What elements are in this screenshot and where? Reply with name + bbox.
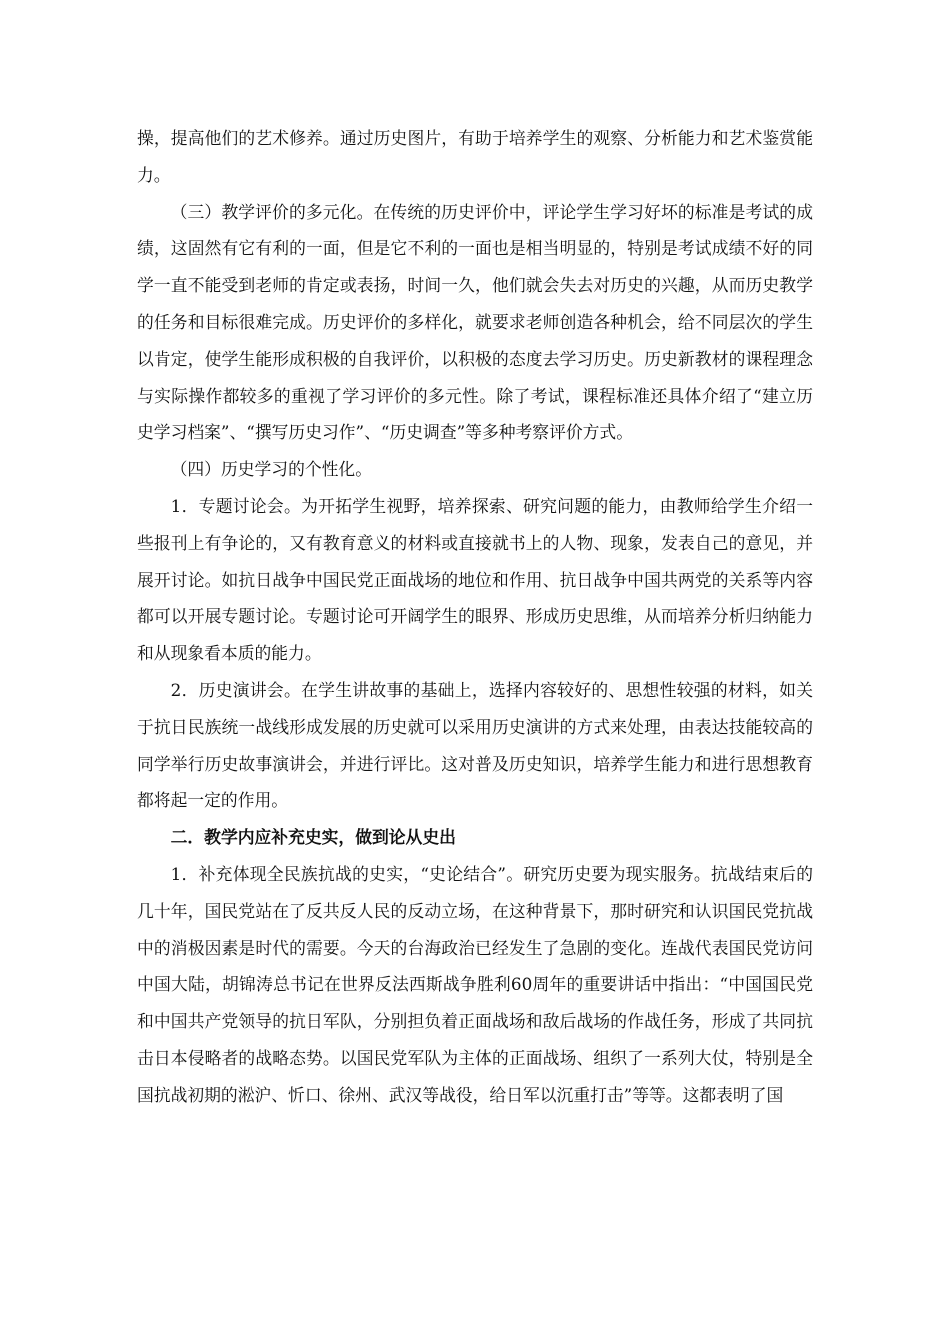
paragraph-history-speech: 2．历史演讲会。在学生讲故事的基础上，选择内容较好的、思想性较强的材料，如关于抗日民族统一战线形成发展的历史就可以采用历史演讲的方式来处理，由表达技能较高的同学举行历史故事演讲会，并进行评比。这对普及历史知识，培养学生能力和进行思想教育都将起一定的作用。 (137, 679, 813, 811)
paragraph-individualization-heading: （四）历史学习的个性化。 (170, 459, 372, 480)
paragraph-evaluation-diversification: （三）教学评价的多元化。在传统的历史评价中，评论学生学习好坏的标准是考试的成绩，这固然有它有利的一面，但是它不利的一面也是相当明显的，特别是考试成绩不好的同学一直不能受到老师的肯定或表扬，时间一久，他们就会失去对历史的兴趣，从而历史教学的任务和目标很难完成。历史评价的多样化，就要求老师创造各种机会，给不同层次的学生以肯定，使学生能形成积极的自我评价，以积极的态度去学习历史。历史新教材的课程理念与实际操作都较多的重视了学习评价的多元性。除了考试，课程标准还具体介绍了“建立历史学习档案”、“撰写历史习作”、“历史调查”等多种考察评价方式。 (137, 201, 813, 443)
document-body (137, 120, 813, 1114)
section-heading: 二．教学内应补充史实，做到论从史出 (170, 827, 456, 848)
paragraph-supplement-facts: 1．补充体现全民族抗战的史实，“史论结合”。研究历史要为现实服务。抗战结束后的几十年，国民党站在了反共反人民的反动立场，在这种背景下，那时研究和认识国民党抗战中的消极因素是时代的需要。今天的台海政治已经发生了急剧的变化。连战代表国民党访问中国大陆，胡锦涛总书记在世界反法西斯战争胜利60周年的重要讲话中指出：“中国国民党和中国共产党领导的抗日军队，分别担负着正面战场和敌后战场的作战任务，形成了共同抗击日本侵略者的战略态势。以国民党军队为主体的正面战场、组织了一系列大仗，特别是全国抗战初期的淞沪、忻口、徐州、武汉等战役，给日军以沉重打击”等等。这都表明了国 (137, 863, 813, 1105)
paragraph-continuation: 操，提高他们的艺术修养。通过历史图片，有助于培养学生的观察、分析能力和艺术鉴赏能力。 (137, 128, 813, 185)
paragraph-topic-discussion: 1．专题讨论会。为开拓学生视野，培养探索、研究问题的能力，由教师给学生介绍一些报刊上有争论的，又有教育意义的材料或直接就书上的人物、现象，发表自己的意见，并展开讨论。如抗日战争中国民党正面战场的地位和作用、抗日战争中国共两党的关系等内容都可以开展专题讨论。专题讨论可开阔学生的眼界、形成历史思维，从而培养分析归纳能力和从现象看本质的能力。 (137, 495, 813, 664)
